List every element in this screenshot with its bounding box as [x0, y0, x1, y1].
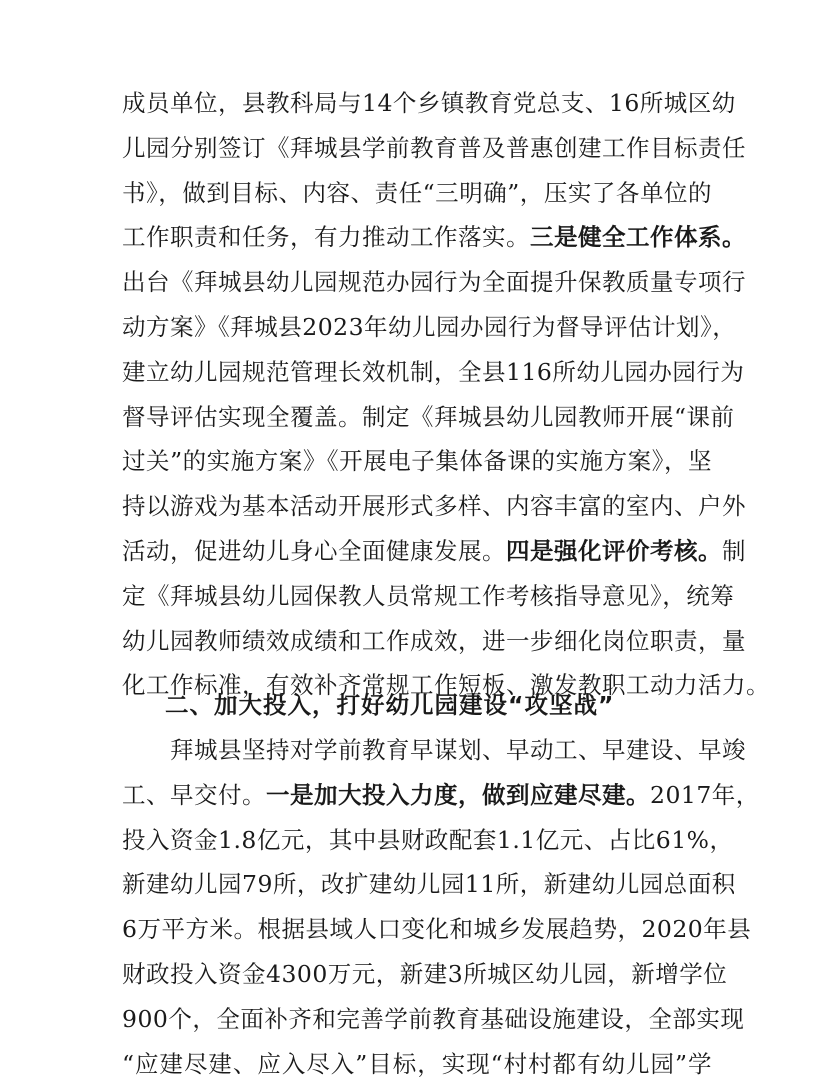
text-line — [122, 357, 745, 387]
text-line — [122, 133, 746, 163]
text-segment: 定《拜城县幼儿园保教人员常规工作考核指导意见》，统筹 — [122, 581, 735, 610]
text-line — [122, 914, 752, 944]
text-segment: 制 — [722, 537, 746, 565]
bold-text-segment: 一是加大投入力度，做到应建尽建。 — [266, 780, 650, 809]
text-line — [122, 780, 760, 810]
text-segment: 幼儿园教师绩效成绩和工作成效，进一步细化岗位职责，量 — [122, 626, 746, 655]
text-line — [122, 402, 735, 432]
text-line — [122, 88, 736, 118]
text-line — [122, 222, 746, 252]
text-segment: 6万平方米。根据县域人口变化和城乡发展趋势，2020年县 — [122, 915, 752, 944]
text-line — [122, 178, 712, 208]
text-line — [122, 959, 728, 989]
section-heading: 二、加大投入，打好幼儿园建设“攻坚战” — [165, 691, 615, 719]
text-line — [122, 869, 736, 899]
text-line — [122, 1049, 712, 1079]
bold-text-segment: 三是健全工作体系。 — [530, 223, 746, 252]
text-segment: 成员单位，县教科局与14个乡镇教育党总支、16所城区幼 — [122, 89, 736, 117]
text-line — [122, 670, 770, 700]
text-line — [122, 1004, 745, 1034]
text-segment: 持以游戏为基本活动开展形式多样、内容丰富的室内、户外 — [122, 492, 746, 521]
text-segment: 工作职责和任务，有力推动工作落实。 — [122, 223, 530, 252]
text-segment: 900个，全面补齐和完善学前教育基础设施建设，全部实现 — [122, 1004, 745, 1033]
text-line — [122, 267, 746, 297]
text-line — [122, 446, 712, 476]
text-line — [122, 312, 737, 342]
text-line — [122, 581, 735, 611]
text-segment: 财政投入资金4300万元，新建3所城区幼儿园，新增学位 — [122, 960, 728, 988]
bold-text-segment: 四是强化评价考核。 — [506, 537, 722, 565]
text-line — [170, 735, 746, 765]
text-segment: 2017年， — [650, 780, 760, 809]
text-line — [122, 491, 746, 521]
text-line — [122, 626, 746, 656]
text-segment: 工、早交付。 — [122, 780, 266, 809]
text-segment: 动方案》《拜城县2023年幼儿园办园行为督导评估计划》， — [122, 313, 737, 341]
text-segment: 儿园分别签订《拜城县学前教育普及普惠创建工作目标责任 — [122, 133, 746, 162]
text-segment: 新建幼儿园79所，改扩建幼儿园11所，新建幼儿园总面积 — [122, 870, 736, 899]
text-segment: 出台《拜城县幼儿园规范办园行为全面提升保教质量专项行 — [122, 268, 746, 297]
text-line — [122, 536, 746, 566]
text-segment: 书》，做到目标、内容、责任“三明确”，压实了各单位的 — [122, 178, 712, 207]
text-segment: 活动，促进幼儿身心全面健康发展。 — [122, 537, 506, 565]
text-segment: “应建尽建、应入尽入”目标，实现“村村都有幼儿园”学 — [122, 1049, 712, 1078]
text-segment: 督导评估实现全覆盖。制定《拜城县幼儿园教师开展“课前 — [122, 402, 735, 431]
text-line — [122, 825, 734, 855]
text-segment: 化工作标准，有效补齐常规工作短板、激发教职工动力活力。 — [122, 671, 770, 700]
text-segment: 建立幼儿园规范管理长效机制，全县116所幼儿园办园行为 — [122, 357, 745, 386]
text-segment: 过关”的实施方案》《开展电子集体备课的实施方案》，坚 — [122, 447, 712, 476]
text-segment: 拜城县坚持对学前教育早谋划、早动工、早建设、早竣 — [170, 736, 746, 764]
text-segment: 投入资金1.8亿元，其中县财政配套1.1亿元、占比61%， — [122, 825, 734, 854]
